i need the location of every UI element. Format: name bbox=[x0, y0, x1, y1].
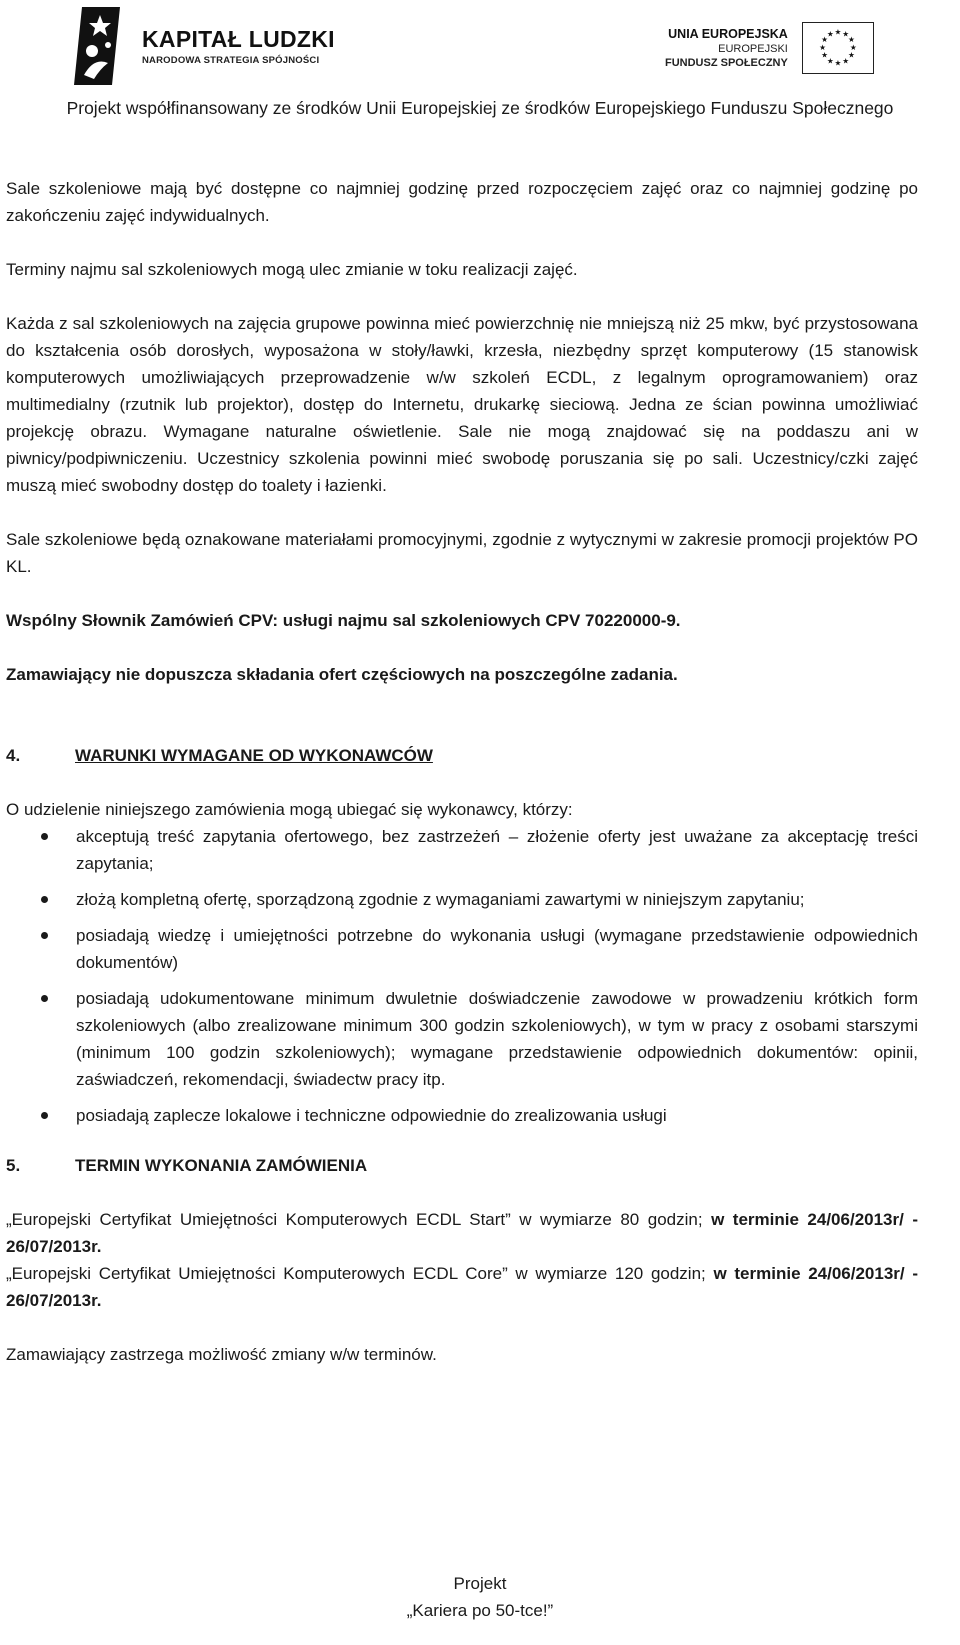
eu-flag-icon bbox=[802, 22, 874, 74]
terms-change-note: Zamawiający zastrzega możliwość zmiany w/w terminów. bbox=[6, 1345, 437, 1364]
paragraph-rental-dates: Terminy najmu sal szkoleniowych mogą ulec zmianie w toku realizacji zajęć. bbox=[6, 260, 578, 279]
paragraph-room-requirements: Każda z sal szkoleniowych na zajęcia grupowe powinna mieć powierzchnię nie mniejszą niż 25 mkw, być przystosowana do kształcenia osób dorosłych, wyposażona w stoły/ławki, krzesła, niezbędny sprzęt komputerowy (15 stanowisk komputerowych umożliwiających przeprowadzenie w/w szkoleń ECDL, z legalnym oprogramowaniem) oraz multimedialny (rzutnik lub projektor), dostęp do Internetu, drukarkę sieciową. Jedna ze ścian powinna umożliwiać projekcję obrazu. Wymagane naturalne oświetlenie. Sale nie mogą znajdować się na poddaszu ani w piwnicy/podpiwniczeniu. Uczestnicy szkolenia powinni mieć swobodę poruszania się po sali. Uczestnicy/czki zajęć muszą mieć swobodny dostęp do toalety i łazienki. bbox=[6, 314, 918, 495]
svg-text:★: ★ bbox=[826, 29, 834, 39]
svg-text:★: ★ bbox=[834, 27, 842, 37]
eu-logo-line2: EUROPEJSKI bbox=[718, 42, 788, 55]
document-body bbox=[6, 175, 918, 1368]
section-5-number: 5. bbox=[6, 1156, 21, 1175]
svg-text:★: ★ bbox=[819, 42, 826, 52]
kapital-ludzki-subtitle: NARODOWA STRATEGIA SPÓJNOŚCI bbox=[142, 55, 320, 66]
term-ecdl-core-text: „Europejski Certyfikat Umiejętności Komputerowych ECDL Core” w wymiarze 120 godzin; bbox=[6, 1264, 714, 1283]
svg-text:★: ★ bbox=[826, 56, 834, 66]
list-item: akceptują treść zapytania ofertowego, bez zastrzeżeń – złożenie oferty jest uważane za akceptację treści zapytania; bbox=[6, 823, 918, 877]
kapital-ludzki-emblem-icon bbox=[72, 5, 128, 87]
document-footer bbox=[0, 1570, 960, 1624]
term-ecdl-start-text: „Europejski Certyfikat Umiejętności Komputerowych ECDL Start” w wymiarze 80 godzin; bbox=[6, 1210, 712, 1229]
term-ecdl-start-dates: w terminie 24/06/2013r/ - 26/07/2013r. bbox=[6, 1210, 919, 1256]
paragraph-room-availability: Sale szkoleniowe mają być dostępne co najmniej godzinę przed rozpoczęciem zajęć oraz co najmniej godzinę po zakończeniu zajęć indywidualnych. bbox=[6, 179, 918, 225]
eu-logo bbox=[665, 18, 905, 78]
section-4-intro: O udzielenie niniejszego zamówienia mogą ubiegać się wykonawcy, którzy: bbox=[6, 800, 573, 819]
cofinancing-note: Projekt współfinansowany ze środków Unii Europejskiej ze środków Europejskiego Funduszu Społecznego bbox=[66, 98, 894, 118]
eu-logo-line1: UNIA EUROPEJSKA bbox=[668, 26, 788, 41]
paragraph-cpv: Wspólny Słownik Zamówień CPV: usługi najmu sal szkoleniowych CPV 70220000-9. bbox=[6, 611, 681, 630]
term-ecdl-core-dates: w terminie 24/06/2013r/ - 26/07/2013r. bbox=[6, 1264, 918, 1310]
kapital-ludzki-title: KAPITAŁ LUDZKI bbox=[142, 26, 335, 52]
term-ecdl-start bbox=[6, 1206, 918, 1260]
kapital-ludzki-logo bbox=[72, 5, 352, 87]
svg-text:★: ★ bbox=[842, 29, 849, 39]
footer-line-1: Projekt bbox=[453, 1574, 507, 1593]
paragraph-promotion: Sale szkoleniowe będą oznakowane materiałami promocyjnymi, zgodnie z wytycznymi w zakresie promocji projektów PO KL. bbox=[6, 530, 918, 576]
list-item: złożą kompletną ofertę, sporządzoną zgodnie z wymaganiami zawartymi w niniejszym zapytaniu; bbox=[6, 886, 918, 913]
document-header bbox=[0, 0, 960, 125]
svg-text:★: ★ bbox=[834, 58, 842, 68]
list-item: posiadają zaplecze lokalowe i techniczne odpowiednie do zrealizowania usługi bbox=[6, 1102, 918, 1129]
svg-text:★: ★ bbox=[847, 35, 855, 45]
svg-text:★: ★ bbox=[842, 56, 849, 66]
requirements-list bbox=[6, 823, 918, 1129]
eu-logo-line3: FUNDUSZ SPOŁECZNY bbox=[665, 56, 788, 69]
list-item: posiadają wiedzę i umiejętności potrzebne do wykonania usługi (wymagane przedstawienie odpowiednich dokumentów) bbox=[6, 922, 918, 976]
section-4-heading bbox=[6, 742, 918, 769]
svg-text:★: ★ bbox=[847, 50, 855, 60]
footer-project-name: „Kariera po 50-tce!” bbox=[406, 1601, 554, 1620]
section-4-title: WARUNKI WYMAGANE OD WYKONAWCÓW bbox=[75, 746, 433, 765]
section-4-number: 4. bbox=[6, 746, 21, 765]
list-item: posiadają udokumentowane minimum dwuletnie doświadczenie zawodowe w prowadzeniu krótkich form szkoleniowych (albo zrealizowane minimum 300 godzin szkoleniowych), w tym w pracy z osobami starszymi (minimum 100 godzin szkoleniowych); wymagane przedstawienie odpowiednich dokumentów: opinii, zaświadczeń, rekomendacji, świadectw pracy itp. bbox=[6, 985, 918, 1093]
svg-text:★: ★ bbox=[820, 50, 828, 60]
term-ecdl-core bbox=[6, 1260, 918, 1314]
paragraph-partial-offers: Zamawiający nie dopuszcza składania ofert częściowych na poszczególne zadania. bbox=[6, 665, 678, 684]
section-5-title: TERMIN WYKONANIA ZAMÓWIENIA bbox=[75, 1156, 368, 1175]
svg-text:★: ★ bbox=[849, 42, 857, 52]
section-5-heading bbox=[6, 1152, 918, 1179]
svg-text:★: ★ bbox=[820, 35, 828, 45]
